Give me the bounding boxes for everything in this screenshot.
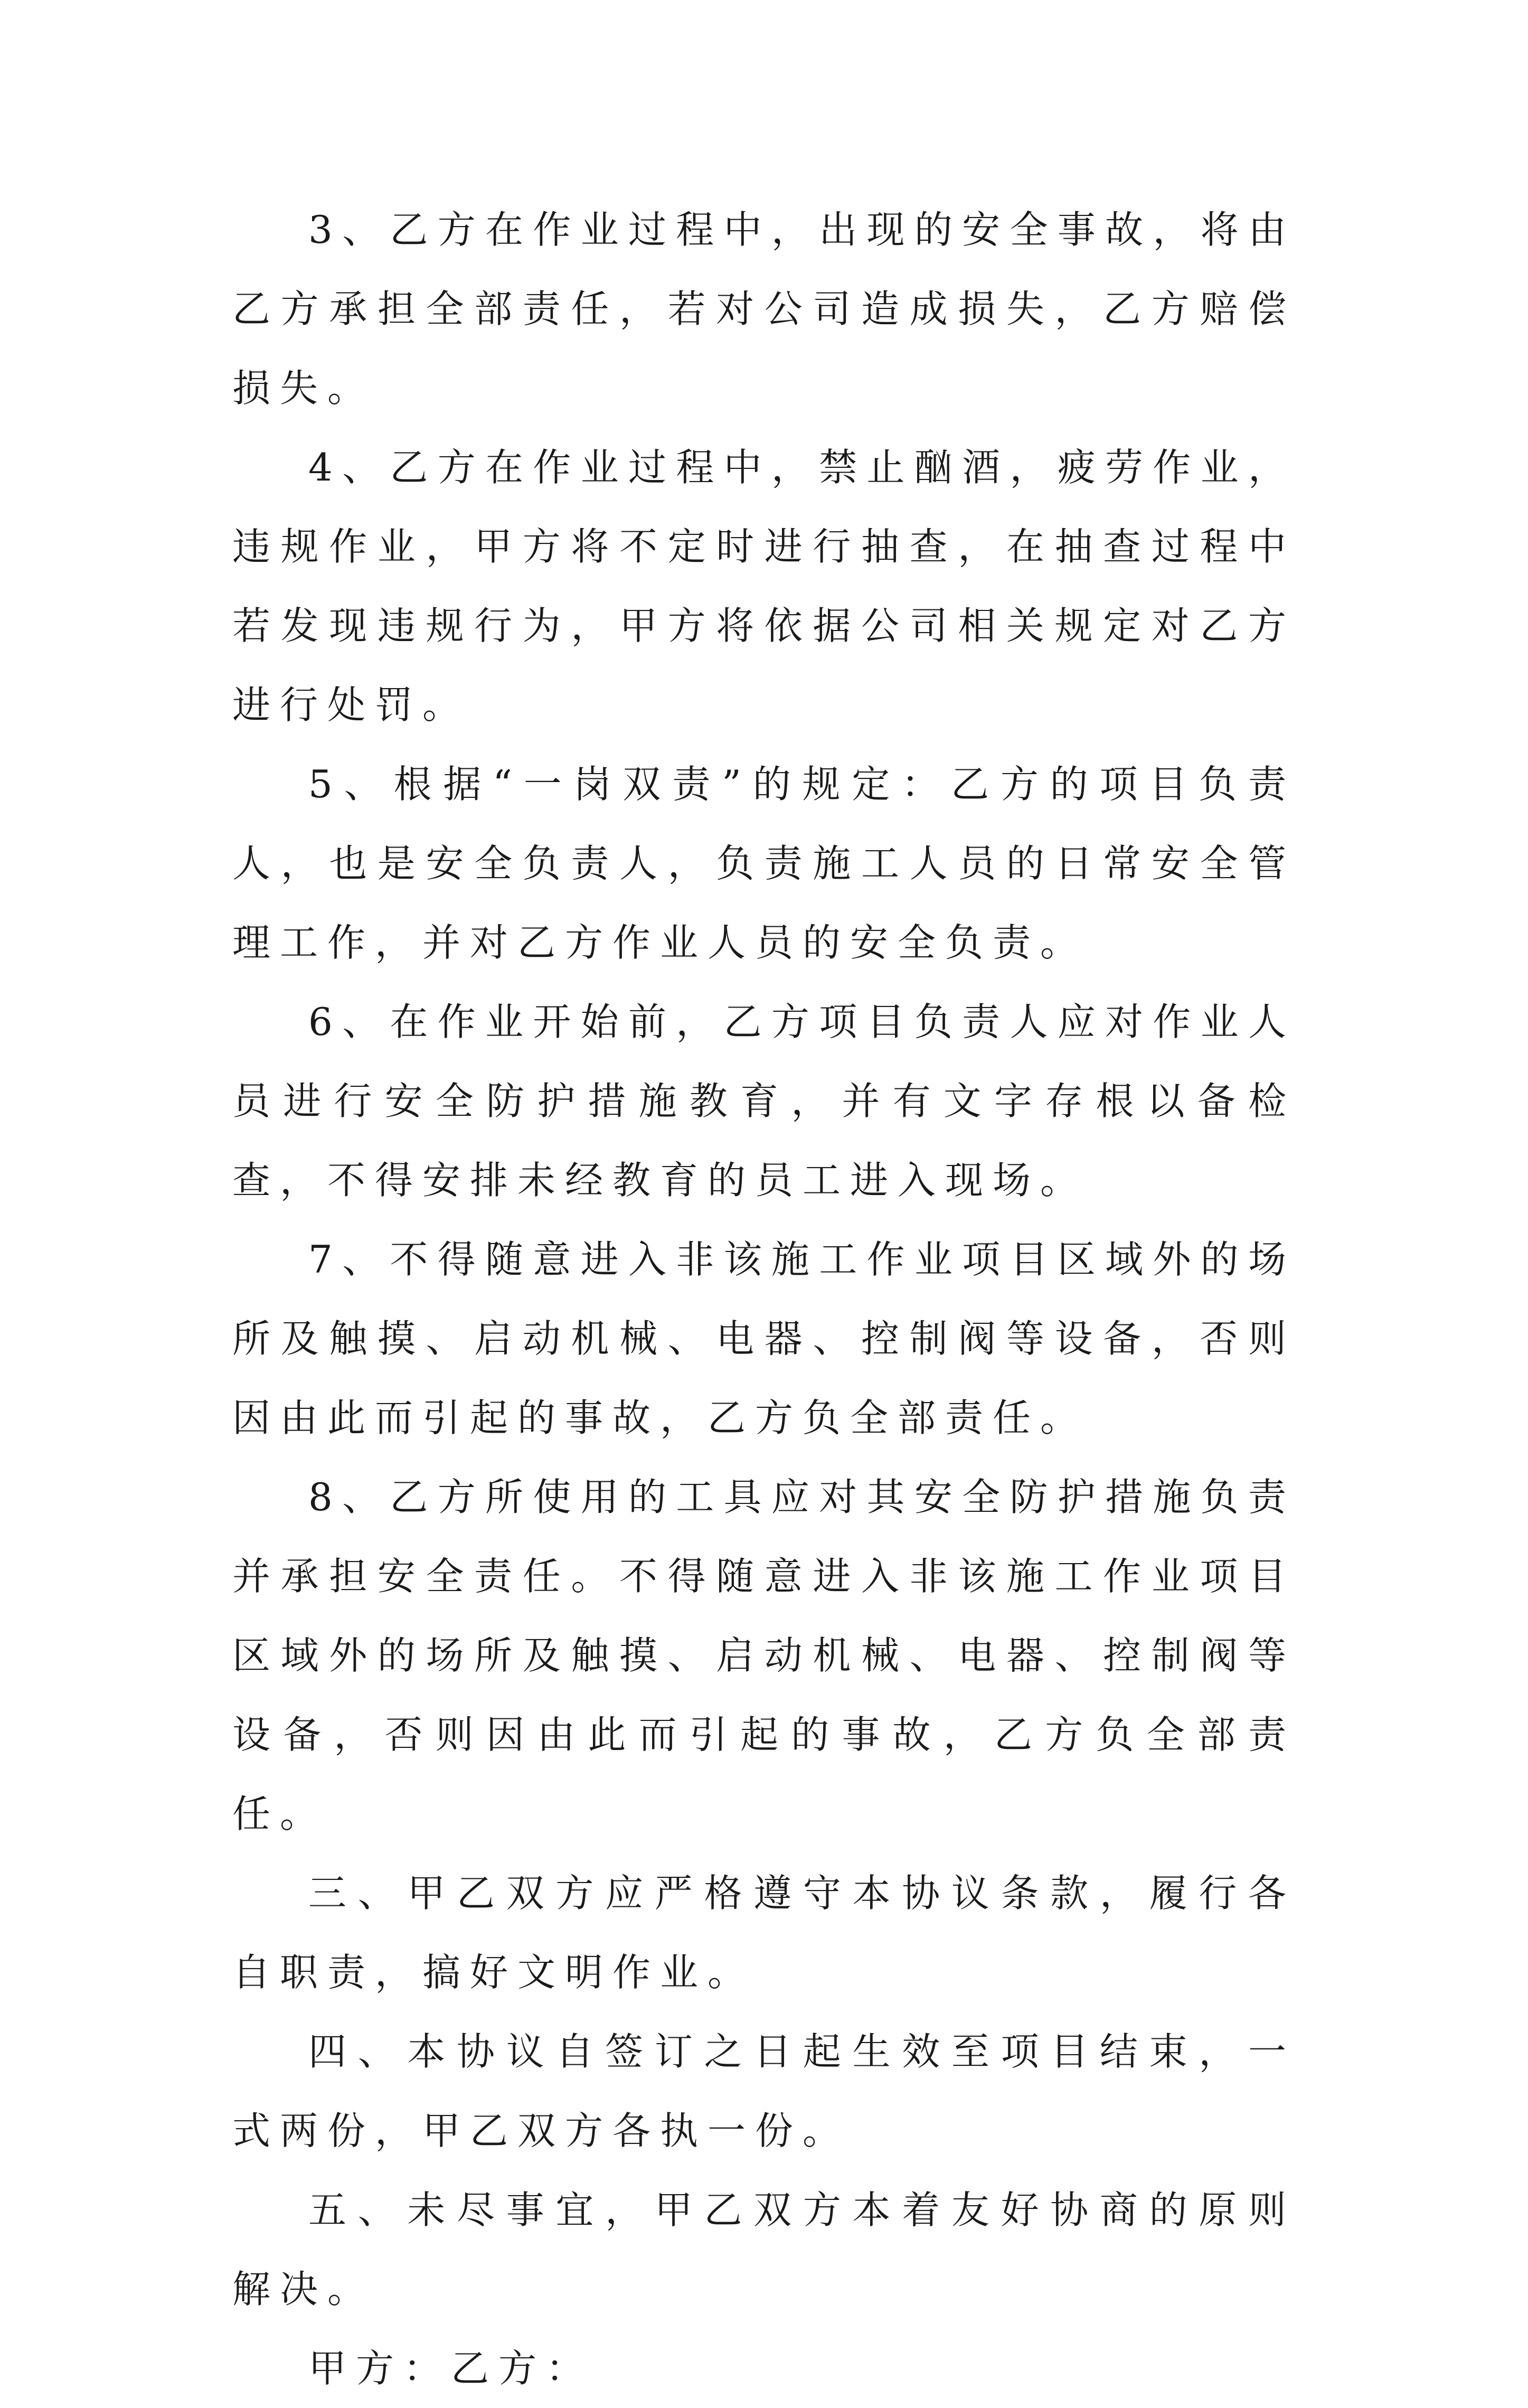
signature-line: 甲方：乙方： xyxy=(308,2346,594,2391)
section-four: 四、本协议自签订之日起生效至项目结束，一式两份，甲乙双方各执一份。 xyxy=(232,2029,1296,2153)
section-five: 五、未尽事宜，甲乙双方本着友好协商的原则解决。 xyxy=(232,2188,1296,2311)
clause-3: 3、乙方在作业过程中，出现的安全事故，将由乙方承担全部责任，若对公司造成损失，乙方赔偿损失。 xyxy=(232,208,1296,410)
clause-6: 6、在作业开始前，乙方项目负责人应对作业人员进行安全防护措施教育，并有文字存根以备检查，不得安排未经教育的员工进入现场。 xyxy=(232,1000,1296,1202)
clause-4: 4、乙方在作业过程中，禁止酗酒，疲劳作业，违规作业，甲方将不定时进行抽查，在抽查过程中若发现违规行为，甲方将依据公司相关规定对乙方进行处罚。 xyxy=(232,445,1296,727)
clause-5: 5、根据“一岗双责”的规定：乙方的项目负责人，也是安全负责人，负责施工人员的日常安全管理工作，并对乙方作业人员的安全负责。 xyxy=(232,762,1296,965)
clause-7: 7、不得随意进入非该施工作业项目区域外的场所及触摸、启动机械、电器、控制阀等设备，否则因由此而引起的事故，乙方负全部责任。 xyxy=(232,1237,1296,1440)
clause-8: 8、乙方所使用的工具应对其安全防护措施负责并承担安全责任。不得随意进入非该施工作业项目区域外的场所及触摸、启动机械、电器、控制阀等设备，否则因由此而引起的事故，乙方负全部责任。 xyxy=(232,1475,1296,1836)
section-three: 三、甲乙双方应严格遵守本协议条款，履行各自职责，搞好文明作业。 xyxy=(232,1871,1296,1995)
